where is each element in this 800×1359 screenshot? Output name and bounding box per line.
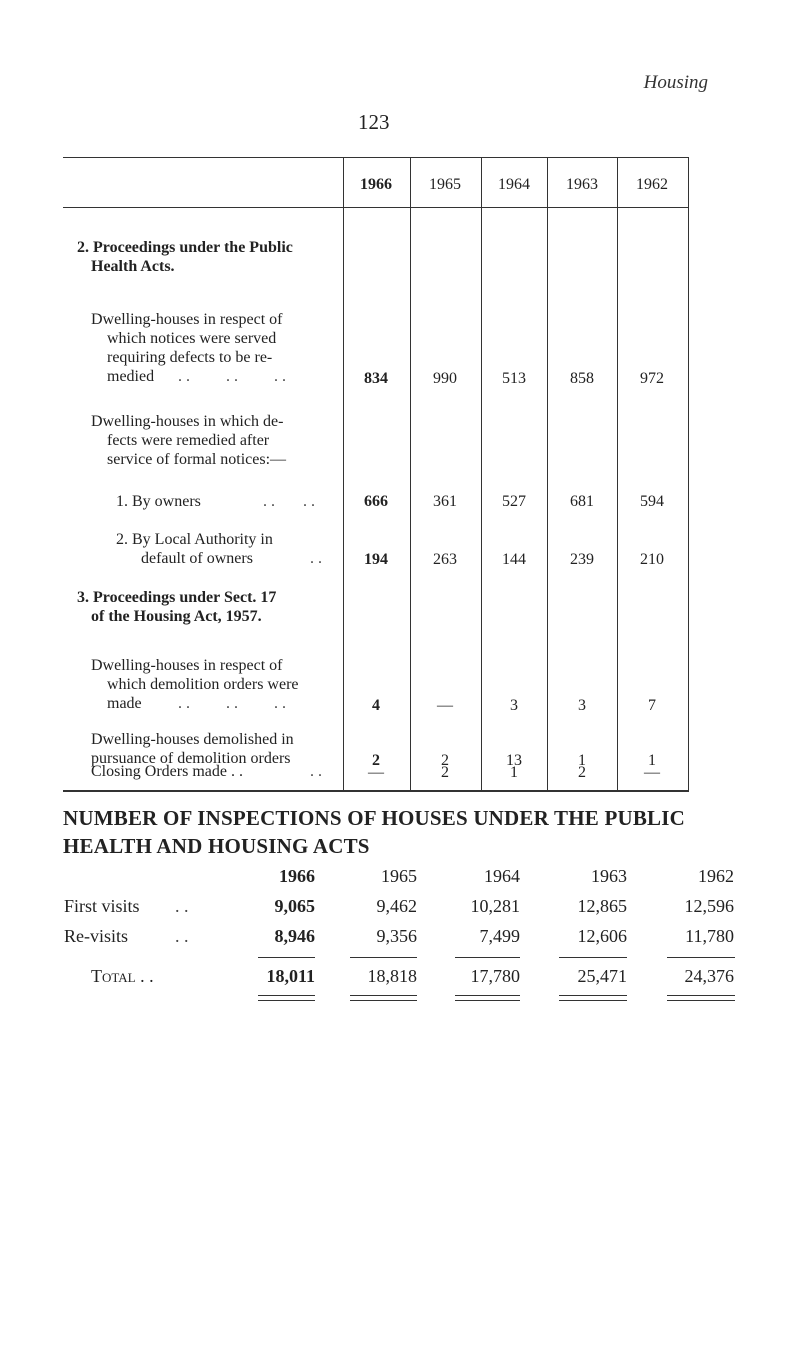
leader-dots: . . (310, 550, 322, 567)
section-title: Health Acts. (91, 258, 175, 275)
cell-value: 239 (570, 551, 594, 568)
cell-value: 361 (433, 493, 457, 510)
section-title: 3. Proceedings under Sect. 17 (77, 589, 277, 606)
cell-value: 18,818 (367, 966, 417, 986)
inspections-title (63, 804, 703, 860)
row-label: 1. By owners (116, 493, 201, 510)
row-label: medied (107, 368, 155, 385)
row-label: Dwelling-houses in respect of (91, 311, 283, 328)
cell-value: 1 (510, 764, 518, 781)
cell-value: 8,946 (274, 926, 315, 946)
cell-value: 25,471 (577, 966, 627, 986)
cell-value: 13 (506, 752, 522, 769)
cell-value: 681 (570, 493, 594, 510)
cell-value: 2 (441, 764, 449, 781)
title-line: NUMBER OF INSPECTIONS OF HOUSES UNDER THE PUBLIC (63, 806, 686, 830)
cell-value: 12,606 (577, 926, 627, 946)
year-header: 1964 (484, 866, 520, 886)
cell-value: 666 (364, 493, 388, 510)
row-label: service of formal notices:— (107, 451, 287, 468)
cell-value: 1 (648, 752, 656, 769)
col-divider (688, 157, 689, 790)
year-header: 1966 (360, 176, 392, 193)
cell-value: 263 (433, 551, 457, 568)
cell-value: 194 (364, 551, 388, 568)
sum-rule (455, 957, 520, 958)
year-header: 1965 (381, 866, 417, 886)
cell-value: 7,499 (479, 926, 520, 946)
row-label: Dwelling-houses in which de- (91, 413, 284, 430)
col-divider (617, 157, 618, 790)
table-top-rule (63, 157, 689, 158)
total-double-rule (667, 995, 735, 1001)
header-bottom-rule (63, 207, 689, 208)
cell-value: 527 (502, 493, 526, 510)
cell-value: 17,780 (470, 966, 520, 986)
total-double-rule (258, 995, 315, 1001)
year-header: 1963 (591, 866, 627, 886)
cell-value: 10,281 (470, 896, 520, 916)
leader-dots: . . (175, 926, 189, 946)
cell-value: 9,356 (376, 926, 417, 946)
cell-value: 144 (502, 551, 526, 568)
year-header: 1966 (279, 866, 315, 886)
row-label: fects were remedied after (107, 432, 270, 449)
table-bottom-rule (63, 790, 689, 792)
cell-value: 11,780 (685, 926, 734, 946)
sum-rule (350, 957, 417, 958)
row-label: First visits (64, 896, 140, 916)
cell-value: 12,865 (577, 896, 627, 916)
col-divider (410, 157, 411, 790)
total-double-rule (455, 995, 520, 1001)
year-header: 1965 (429, 176, 461, 193)
cell-value: — (368, 764, 384, 781)
col-divider (547, 157, 548, 790)
row-label: 2. By Local Authority in (116, 531, 273, 548)
year-header: 1963 (566, 176, 598, 193)
row-label: which notices were served (107, 330, 277, 347)
row-label: made (107, 695, 142, 712)
row-label: Dwelling-houses in respect of (91, 657, 283, 674)
col-divider (343, 157, 344, 790)
cell-value: 9,462 (376, 896, 417, 916)
sum-rule (559, 957, 627, 958)
row-label: Dwelling-houses demolished in (91, 731, 294, 748)
cell-value: 1 (578, 752, 586, 769)
cell-value: 3 (510, 697, 518, 714)
sum-rule (667, 957, 735, 958)
cell-value: 9,065 (274, 896, 315, 916)
leader-dots: . . . . . . (178, 695, 286, 712)
leader-dots: . . . . (263, 493, 315, 510)
row-label: Re-visits (64, 926, 129, 946)
cell-value: 7 (648, 697, 656, 714)
cell-value: 513 (502, 370, 526, 387)
cell-value: 2 (441, 752, 449, 769)
cell-value: 24,376 (684, 966, 734, 986)
col-divider (481, 157, 482, 790)
running-head: Housing (643, 72, 708, 93)
leader-dots: . . (310, 763, 322, 780)
cell-value: — (644, 764, 660, 781)
total-double-rule (559, 995, 627, 1001)
row-label: requiring defects to be re- (107, 349, 273, 366)
year-header: 1962 (698, 866, 734, 886)
cell-value: 834 (364, 370, 388, 387)
cell-value: 2 (372, 752, 380, 769)
section-title: of the Housing Act, 1957. (91, 608, 262, 625)
section-title: 2. Proceedings under the Public (77, 239, 293, 256)
cell-value: 18,011 (266, 966, 315, 986)
cell-value: 4 (372, 697, 380, 714)
leader-dots: . . (175, 896, 189, 916)
page-number: 123 (358, 110, 390, 134)
row-label: Closing Orders made . . (91, 763, 243, 780)
row-label: pursuance of demolition orders (91, 750, 291, 767)
leader-dots: . . . . . . (178, 368, 286, 385)
row-label: Total . . (91, 966, 154, 986)
total-double-rule (350, 995, 417, 1001)
cell-value: 3 (578, 697, 586, 714)
row-label: default of owners (141, 550, 253, 567)
sum-rule (258, 957, 315, 958)
title-line: HEALTH AND HOUSING ACTS (63, 834, 370, 858)
cell-value: 12,596 (684, 896, 734, 916)
year-header: 1962 (636, 176, 668, 193)
cell-value: 972 (640, 370, 664, 387)
cell-value: 858 (570, 370, 594, 387)
cell-value: — (437, 697, 453, 714)
cell-value: 2 (578, 764, 586, 781)
cell-value: 594 (640, 493, 664, 510)
year-header: 1964 (498, 176, 530, 193)
cell-value: 990 (433, 370, 457, 387)
cell-value: 210 (640, 551, 664, 568)
row-label: which demolition orders were (107, 676, 299, 693)
